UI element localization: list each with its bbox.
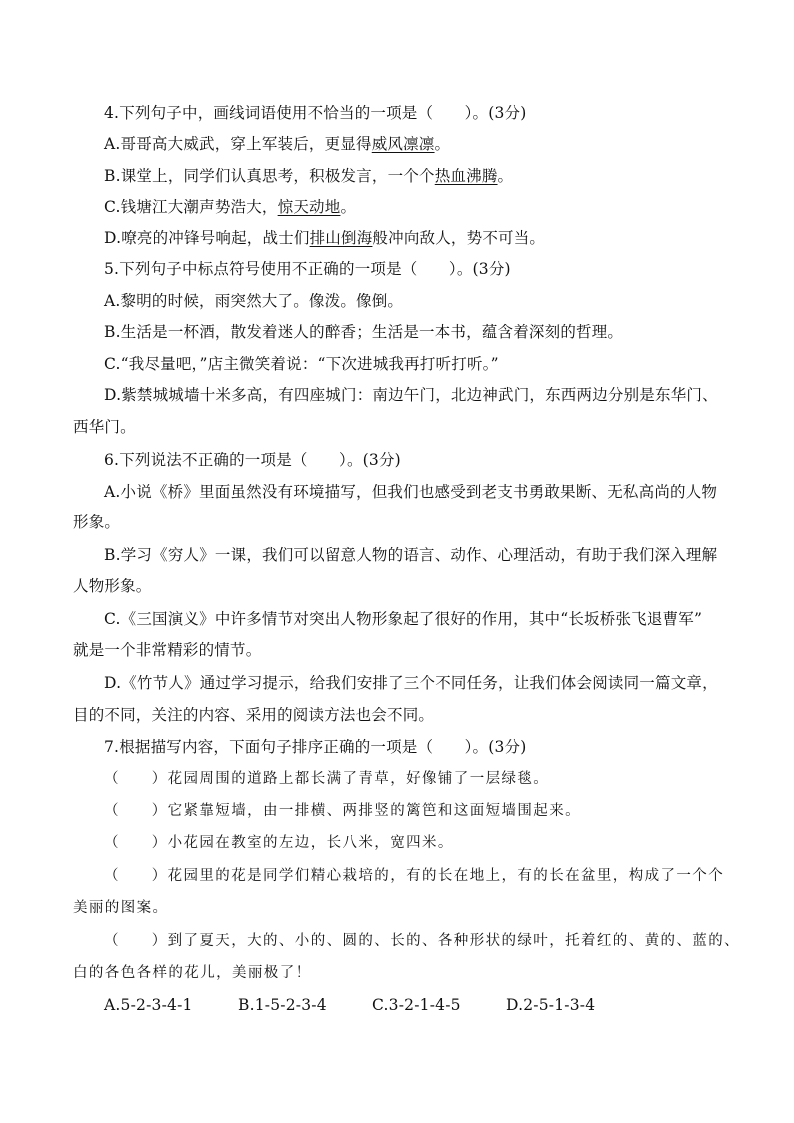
- question-4-option-c: [104, 197, 356, 217]
- sentence-3: （ ）小花园在教室的左边，长八米，宽四米。: [104, 835, 454, 851]
- question-5-option-d-continued: 西华门。: [73, 418, 136, 436]
- underlined-phrase: 排山倒海: [309, 229, 373, 247]
- option-text: B.课堂上，同学们认真思考，积极发言，一个个: [104, 167, 435, 185]
- sentence-2: （ ）它紧靠短墙，由一排横、两排竖的篱笆和这面短墙围起来。: [104, 803, 581, 819]
- question-6-option-d: D.《竹节人》通过学习提示，给我们安排了三个不同任务，让我们体会阅读同一篇文章，: [104, 674, 718, 692]
- question-4-option-d: [104, 228, 545, 248]
- question-6-option-d-continued: 目的不同，关注的内容、采用的阅读方法也会不同。: [73, 706, 435, 724]
- answer-option-a: A.5-2-3-4-1: [104, 996, 193, 1014]
- option-text: 。: [340, 198, 357, 216]
- question-5-stem: 5.下列句子中标点符号使用不正确的一项是（ ）。(3分): [104, 260, 511, 278]
- option-text: A.哥哥高大威武，穿上军装后，更显得: [104, 135, 372, 153]
- question-4-option-a: [104, 134, 450, 154]
- option-text: 般冲向敌人，势不可当。: [372, 229, 546, 247]
- question-5-option-b: B.生活是一杯酒，散发着迷人的醉香；生活是一本书，蕴含着深刻的哲理。: [104, 323, 624, 341]
- question-6-option-b: B.学习《穷人》一课，我们可以留意人物的语言、动作、心理活动，有助于我们深入理解: [104, 546, 718, 564]
- question-5-option-a: A.黎明的时候，雨突然大了。像泼。像倒。: [104, 292, 404, 310]
- underlined-phrase: 热血沸腾: [434, 167, 498, 185]
- option-text: C.钱塘江大潮声势浩大，: [104, 198, 278, 216]
- option-text: 。: [497, 167, 514, 185]
- question-6-option-c-continued: 就是一个非常精彩的情节。: [73, 641, 262, 659]
- question-6-option-c: C.《三国演义》中许多情节对突出人物形象起了很好的作用，其中“长坂桥张飞退曹军”: [104, 610, 703, 628]
- answer-option-b: B.1-5-2-3-4: [238, 996, 327, 1014]
- question-6-option-b-continued: 人物形象。: [73, 577, 152, 595]
- question-4-stem: 4.下列句子中，画线词语使用不恰当的一项是（ ）。(3分): [104, 104, 527, 122]
- question-6-stem: 6.下列说法不正确的一项是（ ）。(3分): [104, 451, 401, 469]
- sentence-1: （ ）花园周围的道路上都长满了青草，好像铺了一层绿毯。: [104, 771, 550, 787]
- question-5-option-d: D.紫禁城城墙十米多高，有四座城门：南边午门，北边神武门，东西两边分别是东华门、: [104, 386, 718, 404]
- answer-option-d: D.2-5-1-3-4: [506, 996, 596, 1014]
- question-4-option-b: [104, 166, 513, 186]
- question-5-option-c: C.“我尽量吧，”店主微笑着说：“下次进城我再打听打听。”: [104, 355, 499, 373]
- sentence-4: （ ）花园里的花是同学们精心栽培的，有的长在地上，有的长在盆里，构成了一个个: [104, 868, 725, 884]
- option-text: D.嘹亮的冲锋号响起，战士们: [104, 229, 310, 247]
- answer-option-c: C.3-2-1-4-5: [372, 996, 461, 1014]
- underlined-phrase: 惊天动地: [277, 198, 341, 216]
- option-text: 。: [434, 135, 451, 153]
- sentence-5-continued: 白的各色各样的花儿，美丽极了！: [73, 965, 312, 981]
- question-7-answer-options: [104, 995, 595, 1015]
- question-6-option-a-continued: 形象。: [73, 513, 121, 531]
- sentence-5: （ ）到了夏天，大的、小的、圆的、长的、各种形状的绿叶，托着红的、黄的、蓝的、: [104, 933, 740, 949]
- question-6-option-a: A.小说《桥》里面虽然没有环境描写，但我们也感受到老支书勇敢果断、无私高尚的人物: [104, 483, 718, 501]
- question-7-stem: 7.根据描写内容，下面句子排序正确的一项是（ ）。(3分): [104, 738, 527, 756]
- underlined-phrase: 威风凛凛: [371, 135, 435, 153]
- sentence-4-continued: 美丽的图案。: [73, 900, 169, 916]
